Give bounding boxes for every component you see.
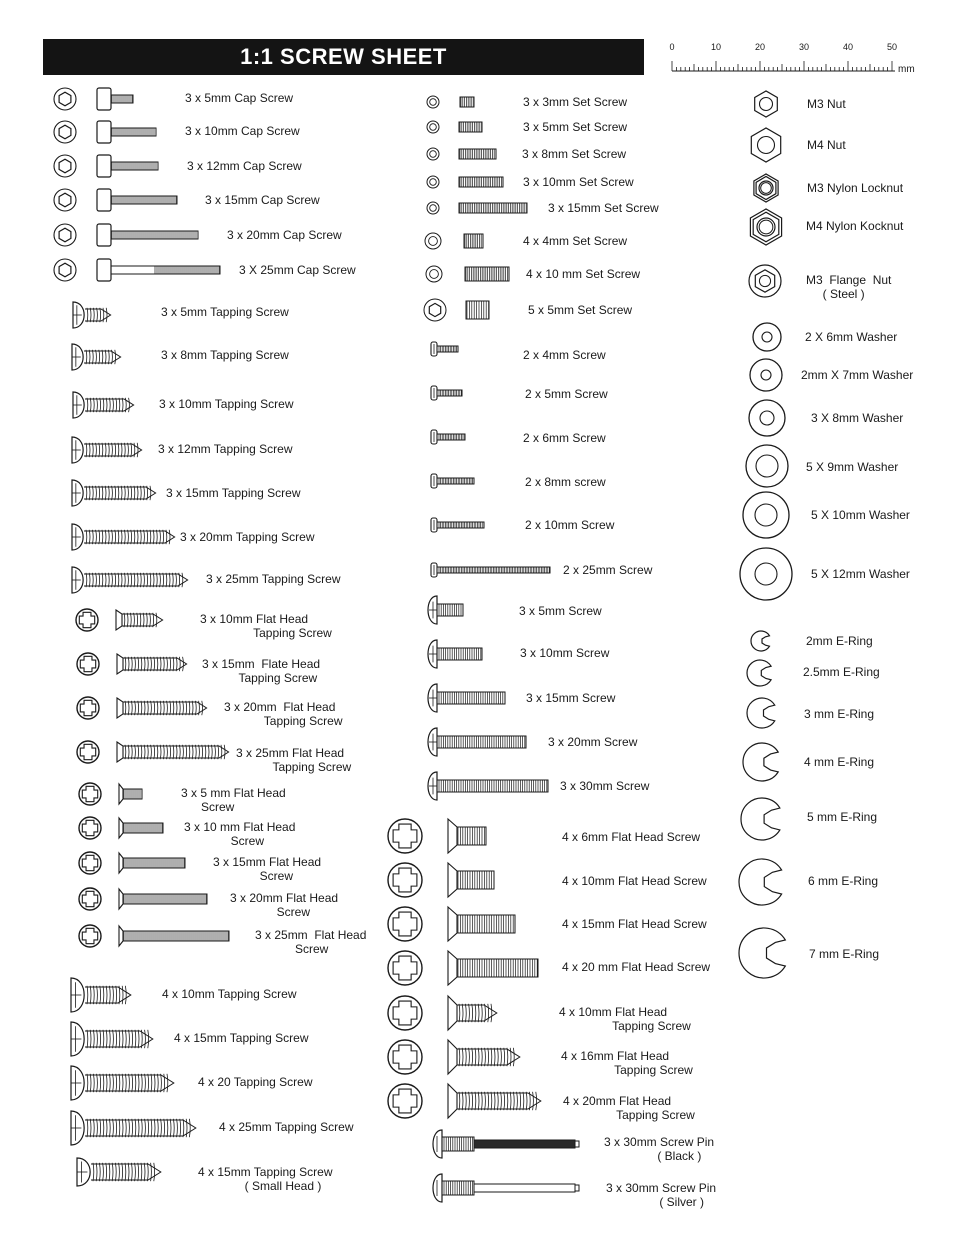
part-label: 2 x 25mm Screw bbox=[563, 563, 653, 577]
part-label: 3 X 8mm Washer bbox=[811, 411, 904, 425]
part-label: 2 x 5mm Screw bbox=[525, 387, 608, 401]
part-label: 5 X 9mm Washer bbox=[806, 460, 899, 474]
part-label: M4 Nylon Kocknut bbox=[806, 219, 904, 233]
part-label: 3 x 12mm Cap Screw bbox=[187, 159, 302, 173]
part-label: 3 x 10mm Cap Screw bbox=[185, 124, 300, 138]
ruler-tick-label: 0 bbox=[669, 42, 675, 52]
part-label: 3 x 25mm Flat Head Screw bbox=[255, 928, 367, 956]
part-label: 4 x 10mm Flat Head Screw bbox=[562, 874, 707, 888]
part-label: 3 x 20mm Flat Head Screw bbox=[230, 891, 339, 919]
ruler-tick-label: 30 bbox=[798, 42, 810, 52]
part-label: 5 X 10mm Washer bbox=[811, 508, 910, 522]
part-label: 6 mm E-Ring bbox=[808, 874, 879, 888]
part-label: 3 x 10mm Set Screw bbox=[523, 175, 634, 189]
part-label: 3 x 15mm Flate Head Tapping Screw bbox=[202, 657, 321, 685]
part-label: 3 mm E-Ring bbox=[804, 707, 875, 721]
part-label: 2 X 6mm Washer bbox=[805, 330, 898, 344]
part-label: 3 x 30mm Screw bbox=[560, 779, 650, 793]
part-label: 3 x 10 mm Flat Head Screw bbox=[184, 820, 296, 848]
part-label: 2.5mm E-Ring bbox=[803, 665, 880, 679]
ruler-tick-label: 10 bbox=[710, 42, 722, 52]
part-label: 5 mm E-Ring bbox=[807, 810, 878, 824]
part-label: 3 x 5mm Tapping Screw bbox=[161, 305, 289, 319]
part-label: 3 x 15mm Set Screw bbox=[548, 201, 659, 215]
ruler-tick-label: 40 bbox=[842, 42, 854, 52]
part-label: 5 X 12mm Washer bbox=[811, 567, 910, 581]
part-label: 2 x 6mm Screw bbox=[523, 431, 606, 445]
part-label: 3 x 5mm Set Screw bbox=[523, 120, 628, 134]
part-label: 3 x 8mm Set Screw bbox=[522, 147, 627, 161]
part-label: 3 x 5mm Cap Screw bbox=[185, 91, 294, 105]
part-label: 4 x 20mm Flat Head Tapping Screw bbox=[563, 1094, 695, 1122]
part-label: M3 Nylon Locknut bbox=[807, 181, 904, 195]
part-label: 4 x 15mm Tapping Screw bbox=[174, 1031, 309, 1045]
part-label: 3 x 25mm Flat Head Tapping Screw bbox=[236, 746, 352, 774]
part-label: 4 x 15mm Flat Head Screw bbox=[562, 917, 707, 931]
part-label: 3 x 10mm Tapping Screw bbox=[159, 397, 294, 411]
part-label: 3 x 15mm Cap Screw bbox=[205, 193, 320, 207]
part-label: 3 x 15mm Screw bbox=[526, 691, 616, 705]
part-label: 2mm X 7mm Washer bbox=[801, 368, 914, 382]
page-title-bar bbox=[43, 39, 644, 75]
part-label: 3 x 20mm Flat Head Tapping Screw bbox=[224, 700, 343, 728]
part-label: 5 x 5mm Set Screw bbox=[528, 303, 633, 317]
part-label: 3 x 20mm Tapping Screw bbox=[180, 530, 315, 544]
part-label: 3 x 3mm Set Screw bbox=[523, 95, 628, 109]
ruler-unit: mm bbox=[898, 64, 915, 75]
part-label: 4 x 15mm Tapping Screw ( Small Head ) bbox=[198, 1165, 333, 1193]
part-label: 3 x 8mm Tapping Screw bbox=[161, 348, 289, 362]
part-label: 3 X 25mm Cap Screw bbox=[239, 263, 356, 277]
page-title: 1:1 SCREW SHEET bbox=[240, 44, 447, 69]
mm-ruler bbox=[668, 40, 920, 76]
part-label: 2 x 4mm Screw bbox=[523, 348, 606, 362]
part-label: 3 x 25mm Tapping Screw bbox=[206, 572, 341, 586]
part-label: 4 mm E-Ring bbox=[804, 755, 875, 769]
part-label: 4 x 4mm Set Screw bbox=[523, 234, 628, 248]
part-label: 7 mm E-Ring bbox=[809, 947, 880, 961]
part-label: 4 x 6mm Flat Head Screw bbox=[562, 830, 701, 844]
part-label: 4 x 10mm Tapping Screw bbox=[162, 987, 297, 1001]
part-label: 3 x 20mm Screw bbox=[548, 735, 638, 749]
part-label: 3 x 15mm Tapping Screw bbox=[166, 486, 301, 500]
part-label: 2mm E-Ring bbox=[806, 634, 873, 648]
part-label: 3 x 12mm Tapping Screw bbox=[158, 442, 293, 456]
part-label: 3 x 30mm Screw Pin ( Silver ) bbox=[606, 1181, 717, 1209]
part-label: 4 x 10 mm Set Screw bbox=[526, 267, 641, 281]
part-label: M3 Nut bbox=[807, 97, 846, 111]
part-label: 3 x 10mm Flat Head Tapping Screw bbox=[200, 612, 332, 640]
part-label: 3 x 30mm Screw Pin ( Black ) bbox=[604, 1135, 715, 1163]
part-label: 3 x 5 mm Flat Head Screw bbox=[181, 786, 286, 814]
part-label: 3 x 15mm Flat Head Screw bbox=[213, 855, 322, 883]
part-label: 3 x 10mm Screw bbox=[520, 646, 610, 660]
ruler-tick-label: 50 bbox=[886, 42, 898, 52]
part-label: M3 Flange Nut ( Steel ) bbox=[806, 273, 892, 301]
part-label: 4 x 10mm Flat Head Tapping Screw bbox=[559, 1005, 691, 1033]
part-label: 3 x 20mm Cap Screw bbox=[227, 228, 342, 242]
part-label: 2 x 10mm Screw bbox=[525, 518, 615, 532]
ruler-tick-label: 20 bbox=[754, 42, 766, 52]
part-label: 3 x 5mm Screw bbox=[519, 604, 602, 618]
part-label: 4 x 16mm Flat Head Tapping Screw bbox=[561, 1049, 693, 1077]
part-label: M4 Nut bbox=[807, 138, 846, 152]
part-label: 4 x 25mm Tapping Screw bbox=[219, 1120, 354, 1134]
part-label: 4 x 20 mm Flat Head Screw bbox=[562, 960, 711, 974]
part-label: 2 x 8mm screw bbox=[525, 475, 606, 489]
part-label: 4 x 20 Tapping Screw bbox=[198, 1075, 313, 1089]
